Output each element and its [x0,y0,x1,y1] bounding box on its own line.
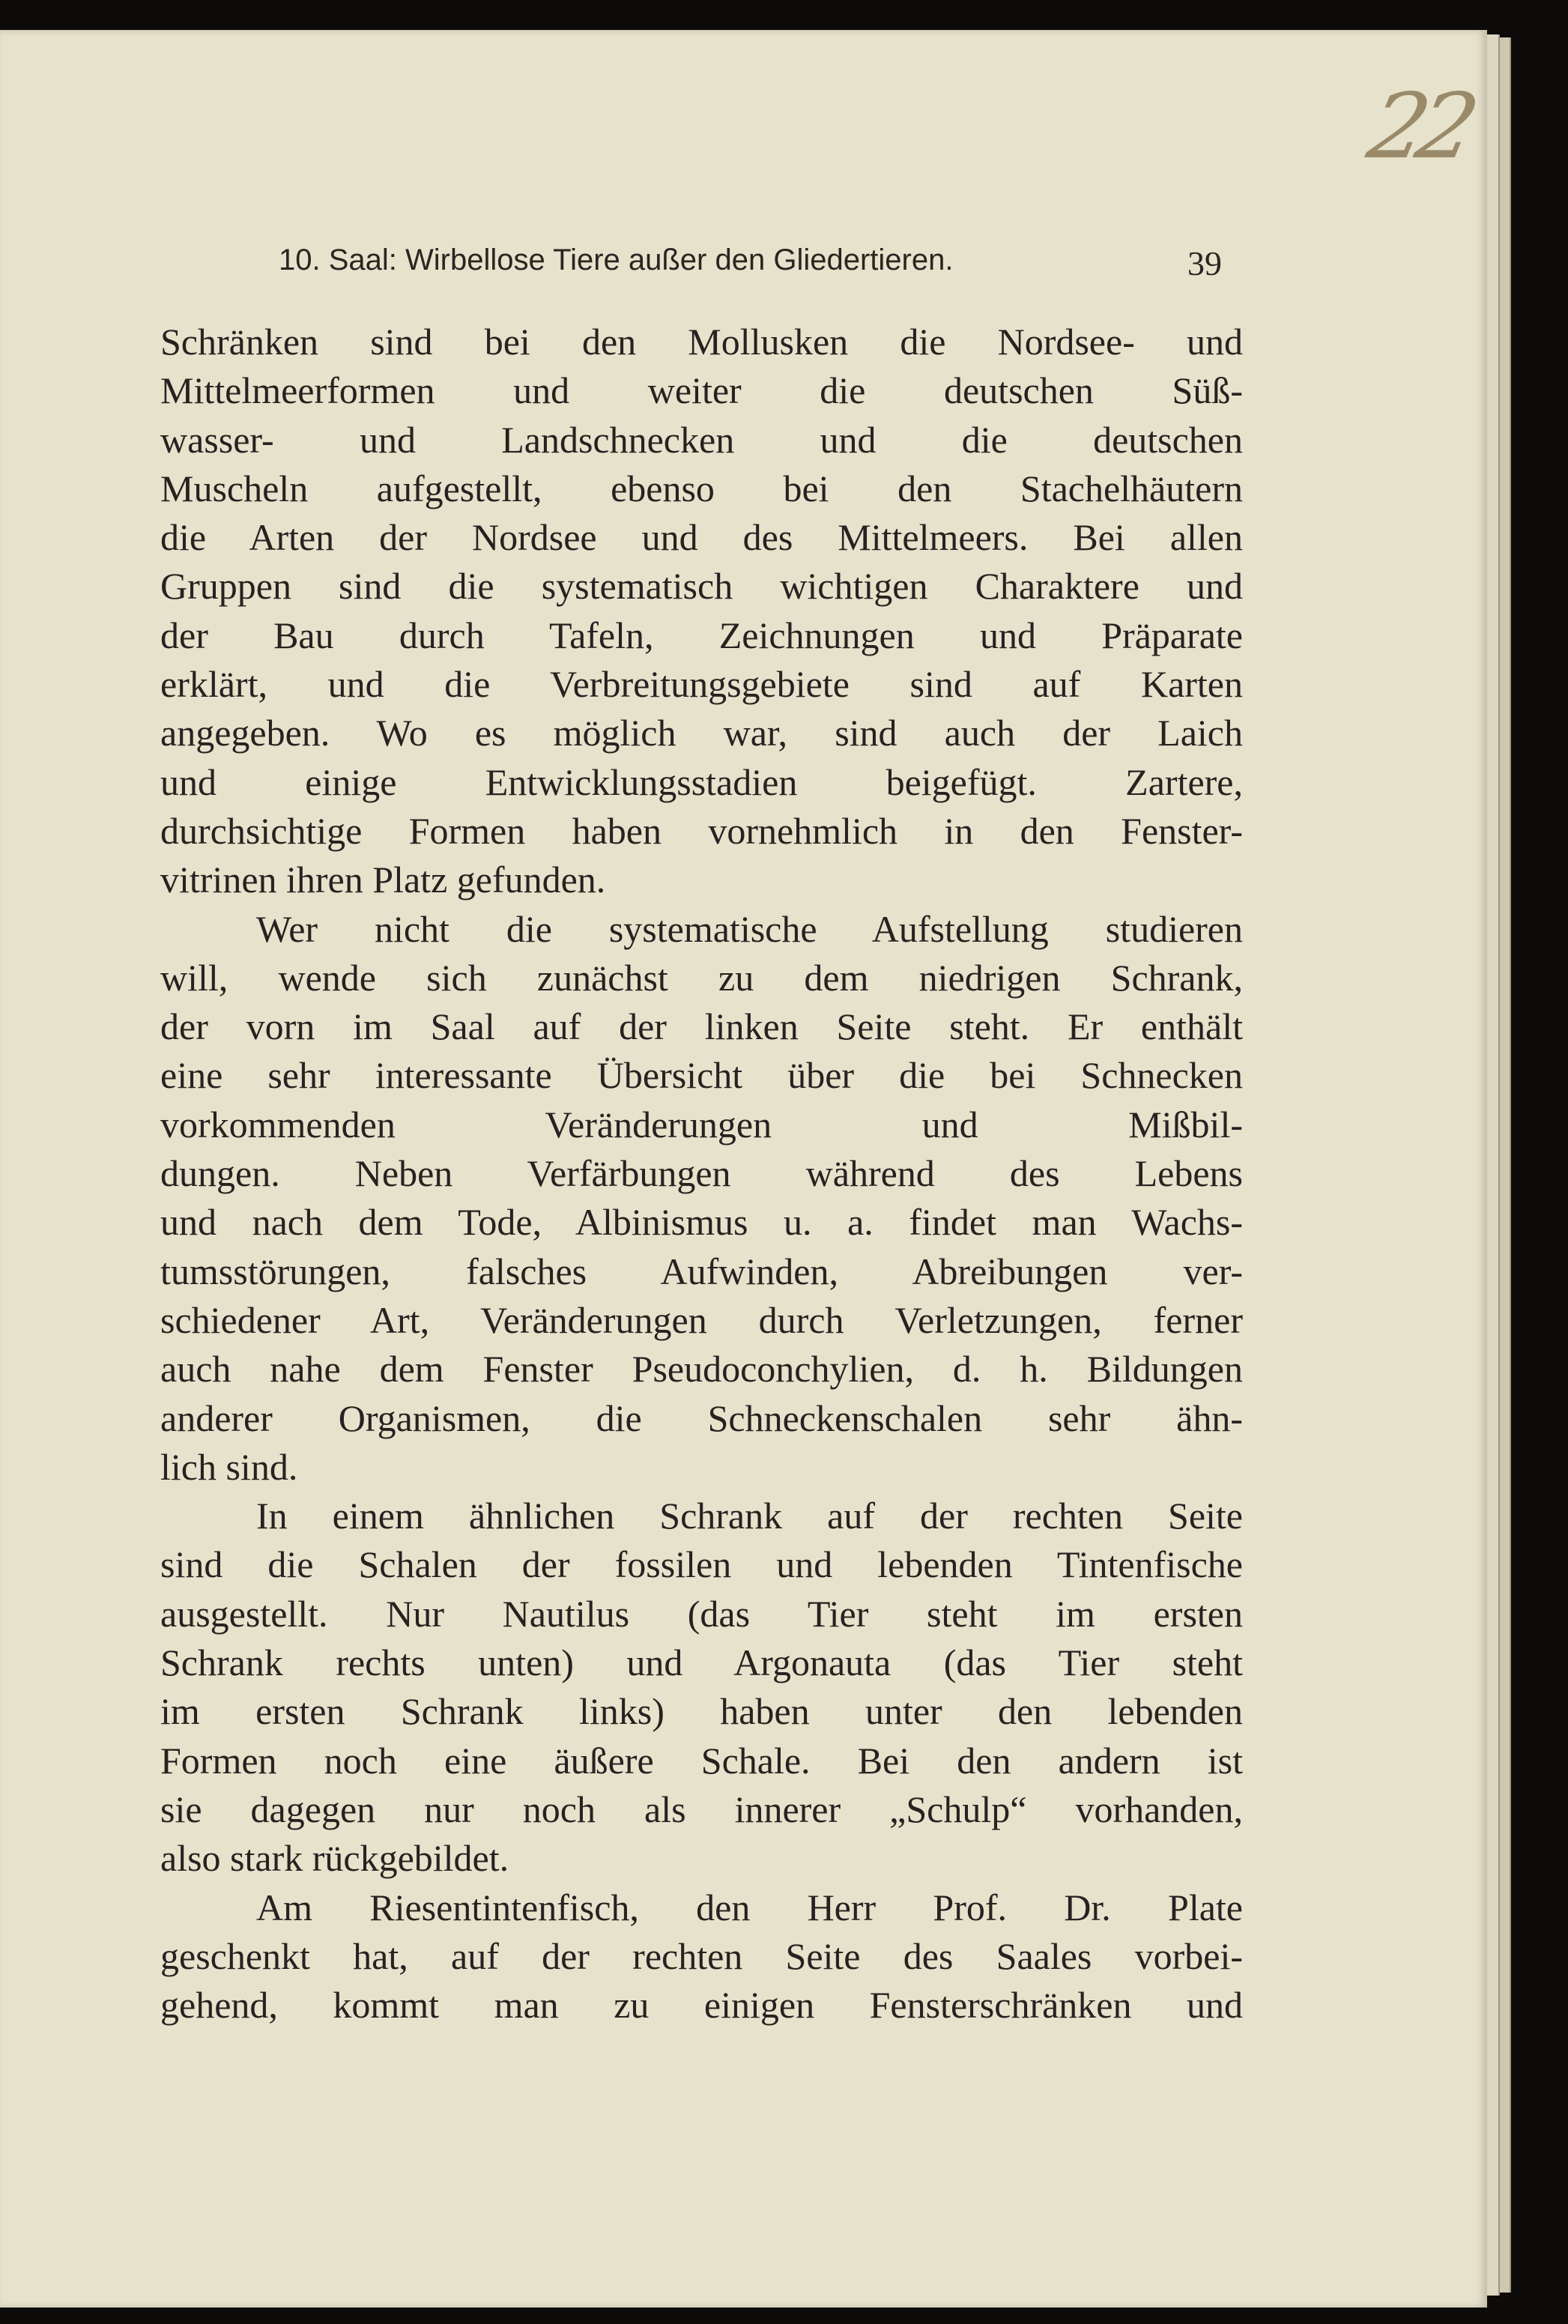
text-line: und nach dem Tode, Albinismus u. a. findet man Wachs- [160,1201,1243,1244]
text-line: vitrinen ihren Platz gefunden. [160,859,606,901]
text-line: Schränken sind bei den Mollusken die Nordsee- und [160,321,1243,363]
text-line: gehend, kommt man zu einigen Fensterschränken und [160,1984,1243,2027]
running-title: 10. Saal: Wirbellose Tiere außer den Gliedertieren. [279,243,954,276]
text-line: geschenkt hat, auf der rechten Seite des Saales vorbei- [160,1934,1243,1977]
text-line: schiedener Art, Veränderungen durch Verletzungen, ferner [160,1298,1243,1341]
text-line: will, wende sich zunächst zu dem niedrigen Schrank, [160,956,1243,999]
text-line: die Arten der Nordsee und des Mittelmeers. Bei allen [160,516,1243,559]
text-line: dungen. Neben Verfärbungen während des Lebens [160,1152,1243,1195]
text-line: lich sind. [160,1445,298,1488]
text-line: Schrank rechts unten) und Argonauta (das Tier steht [160,1641,1243,1684]
text-line: wasser- und Landschnecken und die deutschen [160,418,1243,461]
text-line: tumsstörungen, falsches Aufwinden, Abreibungen ver- [160,1250,1243,1292]
text-line: im ersten Schrank links) haben unter den lebenden [160,1690,1243,1733]
text-line: und einige Entwicklungsstadien beigefügt. Zartere, [160,760,1243,803]
text-line: der Bau durch Tafeln, Zeichnungen und Präparate [160,614,1243,656]
text-line: sind die Schalen der fossilen und lebenden Tintenfische [160,1543,1243,1586]
text-line: Formen noch eine äußere Schale. Bei den andern ist [160,1739,1243,1782]
text-line: erklärt, und die Verbreitungsgebiete sind auf Karten [160,663,1243,706]
text-line: ausgestellt. Nur Nautilus (das Tier steht im ersten [160,1592,1243,1635]
text-line: angegeben. Wo es möglich war, sind auch der Laich [160,712,1243,754]
body-text [160,318,1243,2030]
text-line: eine sehr interessante Übersicht über die bei Schnecken [160,1054,1243,1097]
text-line: auch nahe dem Fenster Pseudoconchylien, d. h. Bildungen [160,1348,1243,1391]
handwritten-folio-number: 22 [1360,75,1479,179]
text-line: Muscheln aufgestellt, ebenso bei den Stachelhäutern [160,467,1243,509]
text-line: durchsichtige Formen haben vornehmlich in den Fenster- [160,809,1243,852]
book-page [0,30,1487,2308]
text-line: also stark rückgebildet. [160,1837,509,1880]
text-line: Gruppen sind die systematisch wichtigen Charaktere und [160,565,1243,608]
text-line: der vorn im Saal auf der linken Seite steht. Er enthält [160,1005,1243,1048]
page-number: 39 [1187,244,1222,282]
text-line: anderer Organismen, die Schneckenschalen sehr ähn- [160,1396,1243,1439]
text-line: sie dagegen nur noch als innerer „Schulp“ vorhanden, [160,1788,1243,1830]
text-line: vorkommenden Veränderungen und Mißbil- [160,1103,1243,1146]
text-line: In einem ähnlichen Schrank auf der rechten Seite [256,1495,1243,1537]
text-line: Mittelmeerformen und weiter die deutschen Süß- [160,369,1243,412]
text-line: Am Riesentintenfisch, den Herr Prof. Dr. Plate [256,1886,1243,1928]
text-line: Wer nicht die systematische Aufstellung studieren [256,907,1243,950]
